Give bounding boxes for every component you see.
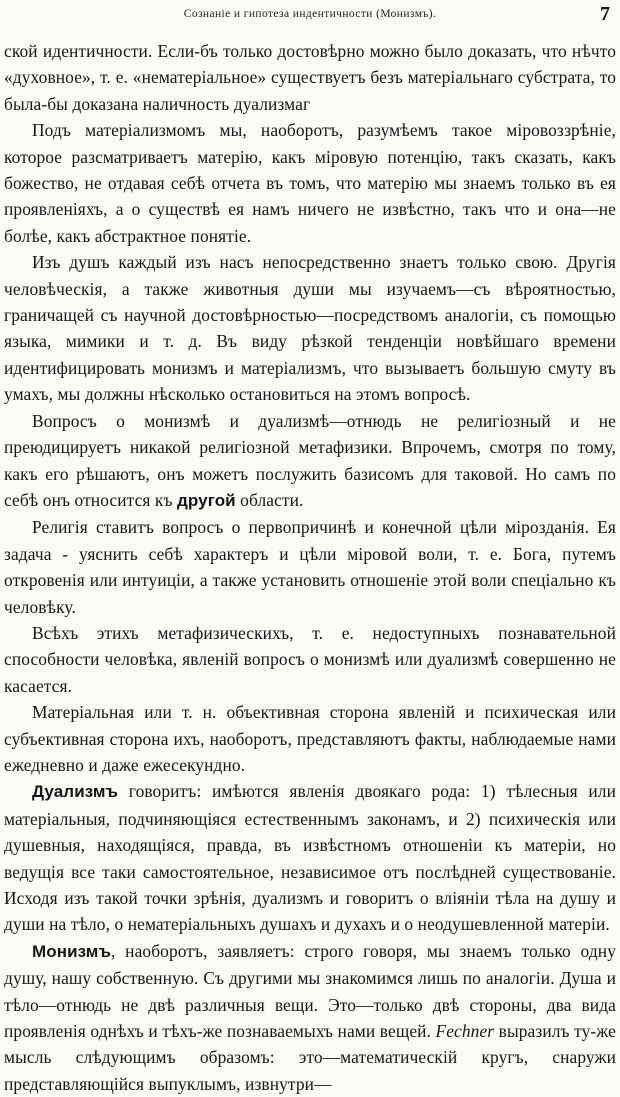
paragraph-religion: Религія ставитъ вопросъ о первопричинѣ и конечной цѣли мірозданія. Ея задача - уяснить себѣ характеръ и цѣли міровой воли, т. е. Бога, путемъ откровенія или интуиціи, а также установить отношеніе этой воли спеціально къ человѣку. [4, 517, 616, 617]
paragraph-materialism: Подъ матеріализмомъ мы, наоборотъ, разумѣемъ такое міровоззрѣніе, которое разсматриваетъ матерію, какъ міровую потенцію, такъ сказать, какъ божество, не отдавая себѣ отчета въ томъ, что матерію мы знаемъ только въ ея проявленіяхъ, а о существѣ ея намъ ничего не извѣстно, такъ что и она—не болѣе, какъ абстрактное понятіе. [4, 120, 616, 246]
paragraph-metaphysics: Всѣхъ этихъ метафизическихъ, т. е. недоступныхъ познавательной способности человѣка, явленій вопросъ о монизмѣ или дуализмѣ совершенно не касается. [4, 622, 616, 696]
paragraph-material-side: Матеріальная или т. н. объективная сторона явленій и психическая или субъективная сторона ихъ, наоборотъ, представляютъ факты, наблюдаемые нами ежедневно и даже ежесекундно. [4, 702, 616, 775]
paragraph-continuation: ской идентичности. Если-бъ только достовѣрно можно было доказать, что нѣчто «духовное», т. е. «нематеріальное» существуетъ безъ матеріальнаго субстрата, то была-бы доказана наличность дуализмаг [4, 41, 616, 114]
page-number: 7 [600, 3, 610, 25]
paragraph-dualism [4, 778, 616, 937]
page-header [4, 0, 616, 38]
text-run: области. [235, 489, 304, 510]
text-run: Вопросъ о монизмѣ и дуализмѣ—отнюдь не религіозный и не преюдицируетъ никакой религіозной метафизики. Впрочемъ, смотря по тому, какъ его рѣшаютъ, онъ можетъ послужить базисомъ для таковой. Но самъ по себѣ онъ относится къ [4, 410, 616, 510]
name-fechner: Fechner [435, 1021, 495, 1042]
paragraph-monism-question [4, 408, 616, 515]
text-run: , наоборотъ, заявляетъ: строго говоря, мы знаемъ только одну душу, нашу собственную. Съ другими мы знакомимся лишь по аналогіи. Душа и тѣло—отнюдь не двѣ различныя вещи. Это—только двѣ стороны, два вида проявленія однѣхъ и тѣхъ-же познаваемыхъ нами вещей. [4, 940, 616, 1042]
emphasis-word: другой [177, 490, 236, 510]
term-dualism: Дуализмъ [32, 782, 119, 802]
text-run: говоритъ: имѣются явленія двоякаго рода: 1) тѣлесныя или матеріальныя, подчиняющіяся естественнымъ законамъ, и 2) психическія или душевныя, находящіяся, правда, въ извѣстномъ отношеніи къ матеріи, но ведущія все таки самостоятельное, независимое отъ послѣдней существованіе. Исходя изъ такой точки зрѣнія, дуализмъ и говоритъ о вліяніи тѣла на душу и души на тѣло, о нематеріальныхъ душахъ и духахъ и о неодушевленной матеріи. [4, 781, 616, 935]
term-monism: Монизмъ [32, 941, 111, 961]
paragraph-monism [4, 938, 616, 1097]
running-head: Сознаніе и гипотеза индентичности (Монизмъ). [183, 8, 437, 20]
paragraph-souls: Изъ душъ каждый изъ насъ непосредственно знаетъ только свою. Другія человѣческія, а также животныя души мы изучаемъ—съ вѣроятностью, граничащей съ научной достовѣрностью—посредствомъ аналогіи, съ помощью языка, мимики и т. д. Въ виду рѣзкой тенденціи новѣйшаго времени идентифицировать монизмъ и матеріализмъ, что вызываетъ большую смуту въ умахъ, мы должны нѣсколько остановиться на этомъ вопросѣ. [4, 252, 616, 405]
text-run: выразилъ ту-же мысль слѣдующимъ образомъ: это—математическій кругъ, снаружи представляющійся выпуклымъ, извнутри— [4, 1021, 616, 1094]
